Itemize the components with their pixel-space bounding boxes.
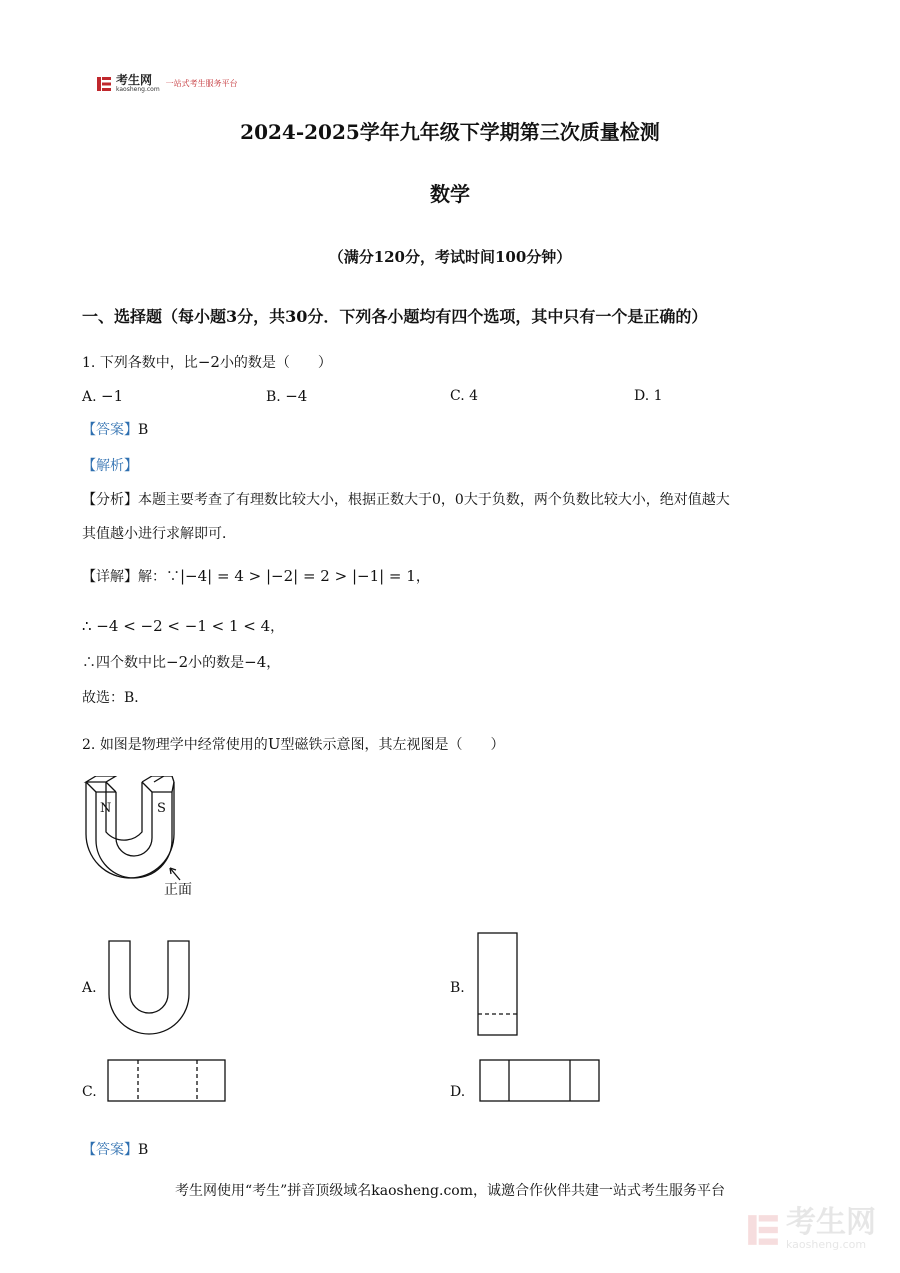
q2-stem-text-b: 型磁铁示意图，其左视图是（ ）: [280, 737, 505, 753]
u-magnet-figure: [82, 776, 212, 900]
pole-s-label: S: [157, 801, 166, 816]
xiangjie-end: ，: [415, 569, 430, 585]
section-heading: 一、选择题（每小题3分，共30分．下列各小题均有四个选项，其中只有一个是正确的）: [82, 307, 708, 326]
q1-option-a: [82, 386, 123, 407]
step2-math-b: −4: [244, 653, 267, 671]
step1-math: ∴ −4 < −2 < −1 < 1 < 4: [82, 617, 271, 635]
q1-stem-math: −2: [197, 353, 220, 371]
step2-end: ，: [266, 655, 281, 671]
q2-option-c-label: C.: [82, 1084, 97, 1100]
answer-value: B: [138, 422, 149, 438]
q1-option-c: [450, 386, 478, 406]
magnet-back-outer: [86, 782, 174, 878]
fenxi-text-1: 本题主要考查了有理数比较大小，根据正数大于0，0大于负数，两个负数比较大小，绝对值越大: [138, 492, 730, 508]
magnet-right-cap-edge: [154, 776, 164, 782]
q1-stem-text-b: 小的数是（ ）: [219, 355, 332, 371]
step1-end: ，: [270, 619, 285, 635]
magnet-back-inner: [106, 782, 142, 840]
option-label: D.: [634, 388, 650, 404]
u-shape: [109, 941, 189, 1034]
watermark-logo-icon: [746, 1213, 780, 1247]
magnet-left-cap: [86, 776, 116, 782]
answer-tag: 【答案】: [82, 422, 138, 438]
pole-n-label: N: [100, 801, 112, 816]
q1-step1: [82, 616, 284, 637]
step2-text-b: 小的数是: [188, 655, 245, 671]
fenxi-tag: 【分析】: [82, 492, 138, 508]
q2-option-b-label: B.: [450, 980, 465, 996]
magnet-depth-edges: [86, 782, 174, 792]
q1-fenxi-line2: 其值越小进行求解即可．: [82, 526, 236, 542]
subject-title: 数学: [430, 182, 470, 206]
q2-stem-math: U: [267, 735, 281, 753]
q1-option-d: [634, 386, 663, 406]
q2-option-a-label: A.: [82, 980, 97, 996]
q2-option-a-figure: [106, 940, 192, 1036]
q1-stem: [82, 352, 332, 373]
q1-choose: 故选：B．: [82, 690, 149, 706]
site-logo: [96, 74, 238, 93]
front-label: 正面: [164, 882, 192, 898]
wide-rect: [108, 1060, 225, 1101]
exam-title: 2024-2025学年九年级下学期第三次质量检测: [240, 120, 660, 144]
q2-stem: [82, 734, 504, 755]
watermark-domain: kaosheng.com: [786, 1238, 867, 1251]
q1-stem-text-a: 下列各数中，比: [99, 355, 198, 371]
q1-analysis-tag: 【解析】: [82, 458, 138, 474]
step2-math-a: −2: [166, 653, 189, 671]
logo-domain: kaosheng.com: [116, 86, 160, 93]
q2-option-c-figure: [106, 1058, 228, 1104]
option-label: A.: [82, 389, 97, 405]
xiangjie-tag: 【详解】: [82, 569, 138, 585]
option-value: −1: [101, 387, 124, 405]
q2-number: 2.: [82, 737, 96, 753]
kaosheng-logo-icon: [96, 76, 112, 92]
step2-text-a: ∴四个数中比: [82, 655, 166, 671]
exam-info: （满分120分，考试时间100分钟）: [328, 248, 572, 266]
q1-answer: [82, 420, 148, 440]
option-value: −4: [285, 387, 308, 405]
option-value: 4: [469, 388, 479, 404]
watermark-name: 考生网: [786, 1205, 876, 1240]
watermark-logo: [746, 1205, 876, 1251]
footer-text: 考生网使用“考生”拼音顶级域名kaosheng.com，诚邀合作伙伴共建一站式考生服务平台: [174, 1183, 726, 1199]
q1-xiangjie: [82, 566, 430, 587]
option-label: B.: [266, 389, 281, 405]
q1-fenxi-line1: [82, 490, 730, 510]
q1-number: 1.: [82, 355, 96, 371]
q2-option-b-figure: [476, 932, 520, 1038]
wide-rect: [480, 1060, 599, 1101]
answer-value: B: [138, 1142, 149, 1158]
answer-tag: 【答案】: [82, 1142, 138, 1158]
tall-rect: [478, 933, 517, 1035]
q2-option-d-figure: [478, 1058, 602, 1104]
xiangjie-text: 解：∵: [138, 569, 180, 585]
magnet-front-inner: [116, 792, 152, 856]
option-label: C.: [450, 388, 465, 404]
q1-step2: [82, 652, 280, 673]
q1-option-b: [266, 386, 307, 407]
logo-slogan: 一站式考生服务平台: [165, 79, 238, 88]
option-value: 1: [653, 388, 663, 404]
q2-stem-text-a: 如图是物理学中经常使用的: [99, 737, 268, 753]
q2-option-d-label: D.: [450, 1084, 466, 1100]
logo-name: 考生网: [116, 73, 153, 87]
xiangjie-math: |−4| = 4 > |−2| = 2 > |−1| = 1: [180, 567, 416, 585]
q2-answer: [82, 1140, 148, 1160]
